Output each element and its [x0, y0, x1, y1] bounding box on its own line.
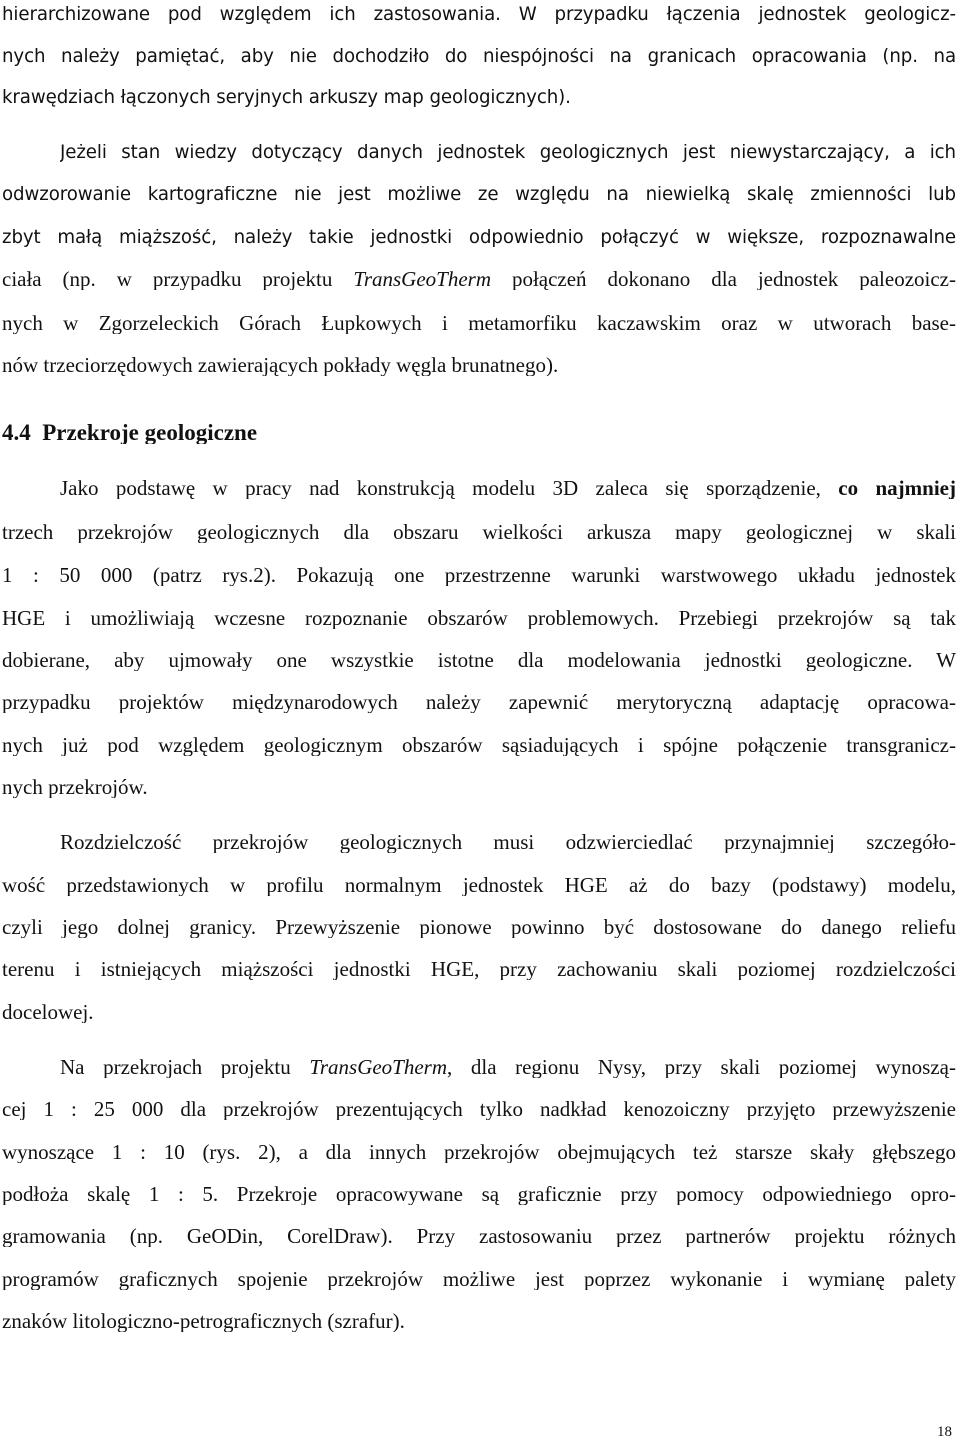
project-name: TransGeoTherm — [353, 269, 492, 290]
para1-line-2: odwzorowanie kartograficzne nie jest możliwe ze względu na niewielką skalę zmienności lub — [2, 186, 956, 205]
para4-line-4: podłoża skalę 1 : 5. Przekroje opracowywane są graficznie przy pomocy odpowiedniego opro- — [2, 1184, 956, 1205]
para1-line-3: zbyt małą miąższość, należy takie jednostki odpowiednio połączyć w większe, rozpoznawalne — [2, 229, 956, 248]
para2-line-4: HGE i umożliwiają wczesne rozpoznanie obszarów problemowych. Przebiegi przekrojów są tak — [2, 608, 956, 629]
para2-line-3: 1 : 50 000 (patrz rys.2). Pokazują one przestrzenne warunki warstwowego układu jednostek — [2, 565, 956, 586]
para4-line-1: Na przekrojach projektu TransGeoTherm, dla regionu Nysy, przy skali poziomej wynoszą- — [60, 1057, 956, 1078]
para4-line-2: cej 1 : 25 000 dla przekrojów prezentujących tylko nadkład kenozoiczny przyjęto przewyższenie — [2, 1099, 956, 1120]
para4-line-7: znaków litologiczno-petrograficznych (szrafur). — [2, 1311, 405, 1332]
section-number: 4.4 — [2, 421, 31, 444]
section-title: Przekroje geologiczne — [42, 421, 258, 444]
emphasis-co-najmniej: co najmniej — [838, 478, 956, 499]
para3-line-2: wość przedstawionych w profilu normalnym jednostek HGE aż do bazy (podstawy) modelu, — [2, 875, 956, 896]
para1-line-5: nych w Zgorzeleckich Górach Łupkowych i metamorfiku kaczawskim oraz w utworach base- — [2, 313, 956, 334]
para4-line-3: wynoszące 1 : 10 (rys. 2), a dla innych przekrojów obejmujących też starsze skały głębszego — [2, 1142, 956, 1163]
para2-line-2: trzech przekrojów geologicznych dla obszaru wielkości arkusza mapy geologicznej w skali — [2, 522, 956, 543]
intro-line-2: nych należy pamiętać, aby nie dochodziło do niespójności na granicach opracowania (np. na — [2, 48, 956, 67]
para1-line-1: Jeżeli stan wiedzy dotyczący danych jednostek geologicznych jest niewystarczający, a ich — [60, 144, 956, 163]
para3-line-3: czyli jego dolnej granicy. Przewyższenie pionowe powinno być dostosowane do danego reliefu — [2, 917, 956, 938]
para2-line-5: dobierane, aby ujmowały one wszystkie istotne dla modelowania jednostki geologiczne. W — [2, 650, 956, 671]
intro-line-3: krawędziach łączonych seryjnych arkuszy map geologicznych). — [2, 89, 571, 108]
para2-line-1: Jako podstawę w pracy nad konstrukcją modelu 3D zaleca się sporządzenie, co najmniej — [60, 478, 956, 499]
para1-line-6: nów trzeciorzędowych zawierających pokłady węgla brunatnego). — [2, 355, 559, 376]
para2-line-7: nych już pod względem geologicznym obszarów sąsiadujących i spójne połączenie transgranicz- — [2, 735, 956, 756]
para1-line-4: ciała (np. w przypadku projektu TransGeoTherm połączeń dokonano dla jednostek paleozoicz- — [2, 269, 956, 290]
para2-line-6: przypadku projektów międzynarodowych należy zapewnić merytoryczną adaptację opracowa- — [2, 692, 956, 713]
intro-line-1: hierarchizowane pod względem ich zastosowania. W przypadku łączenia jednostek geologicz- — [2, 6, 956, 25]
para4-line-5: gramowania (np. GeODin, CorelDraw). Przy zastosowaniu przez partnerów projektu różnych — [2, 1226, 956, 1247]
para2-line-8: nych przekrojów. — [2, 777, 148, 798]
para3-line-5: docelowej. — [2, 1002, 94, 1023]
page-number: 18 — [937, 1424, 952, 1440]
project-name: TransGeoTherm — [309, 1057, 448, 1078]
section-heading — [2, 421, 956, 444]
para3-line-4: terenu i istniejących miąższości jednostki HGE, przy zachowaniu skali poziomej rozdzielczości — [2, 959, 956, 980]
para3-line-1: Rozdzielczość przekrojów geologicznych musi odzwierciedlać przynajmniej szczegóło- — [60, 832, 956, 853]
para4-line-6: programów graficznych spojenie przekrojów możliwe jest poprzez wykonanie i wymianę palety — [2, 1269, 956, 1290]
